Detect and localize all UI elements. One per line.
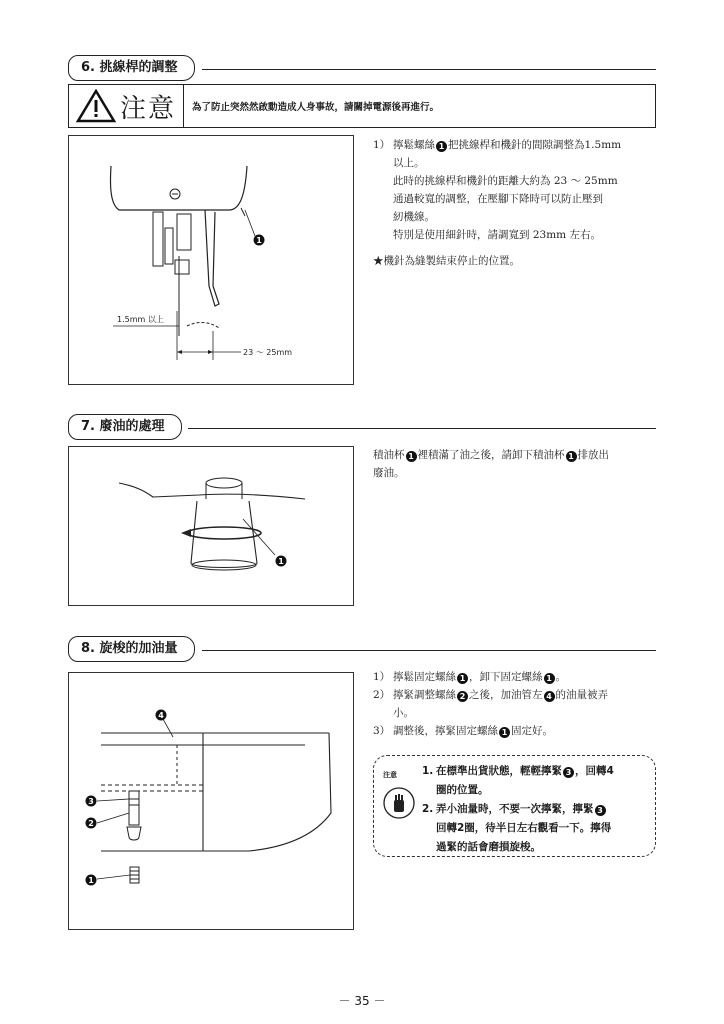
callout-4-label: 4: [158, 711, 164, 720]
thread-take-up-diagram: [69, 136, 353, 384]
callout-3-inline: 3: [563, 767, 574, 778]
step-post: 把挑線桿和機針的間隙調整為1.5mm: [448, 139, 622, 151]
figure-thread-take-up: [68, 135, 354, 385]
callout-1-label: 1: [256, 236, 262, 245]
s7-line-2: 廢油。: [373, 467, 405, 479]
note-line2: 回轉2圈，待半日左右觀看一下。擰得: [436, 822, 612, 834]
oil-cup-diagram: [69, 447, 353, 605]
figure-hook-oil-amount: [68, 672, 354, 930]
callout-1-inline: 1: [406, 451, 417, 462]
hook-oil-diagram: [69, 673, 353, 929]
s8-step-1: [373, 668, 657, 686]
section-7-header: [68, 414, 656, 442]
step-post: 。: [555, 671, 566, 683]
caution-note-text: [422, 762, 650, 857]
s6-star-note: ★機針為縫製結束停止的位置。: [373, 255, 520, 267]
caution-note-box: [373, 755, 656, 857]
step-text: [393, 136, 621, 154]
callout-4-inline: 4: [544, 691, 555, 702]
note-post: ，回轉4: [575, 765, 614, 777]
step-pre: 擰鬆螺絲: [393, 139, 435, 151]
step-mid: ，卸下固定螺絲: [469, 671, 543, 683]
s6-paragraph-3: 紉機線。: [393, 211, 435, 223]
section-7-title: 7. 廢油的處理: [68, 414, 182, 440]
step-number: 1）: [373, 139, 391, 151]
s6-paragraph-2: 通過較寬的調整，在壓腳下降時可以防止壓到: [393, 193, 603, 205]
step-post: 固定好。: [511, 725, 553, 737]
step-pre: 擰鬆固定螺絲: [393, 671, 456, 683]
caution-icon-label: 注意: [383, 771, 397, 779]
s8-step-3: [373, 722, 657, 740]
section-6-rule: [202, 69, 656, 70]
text-mid: 裡積滿了油之後，請卸下積油杯: [417, 449, 565, 461]
caution-banner: [68, 84, 656, 128]
note-item-1: [422, 762, 650, 800]
s6-paragraph-1: 此時的挑線桿和機針的距離大約為 23 ～ 25mm: [393, 175, 618, 187]
callout-1-label: 1: [278, 557, 284, 566]
section-8-rule: [202, 650, 656, 651]
callout-1-inline: 1: [457, 673, 468, 684]
step-number: 1）: [373, 671, 391, 683]
step-number: 3）: [373, 725, 391, 737]
callout-1-inline: 1: [499, 727, 510, 738]
text-post: 排放出: [577, 449, 609, 461]
step-text: [393, 722, 553, 740]
figure-oil-cup: [68, 446, 354, 606]
s6-paragraph-4: 特別是使用細針時，請調寬到 23mm 左右。: [393, 229, 601, 241]
callout-1-inline: 1: [436, 141, 447, 152]
step-mid: 之後，加油管左: [469, 689, 543, 701]
callout-1-label: 1: [88, 876, 94, 885]
s7-line-1: [373, 446, 657, 464]
note-item-2: [422, 800, 650, 857]
callout-1-inline: 1: [544, 673, 555, 684]
callout-1-inline: 1: [566, 451, 577, 462]
note-item-text: [436, 762, 614, 800]
callout-2-label: 2: [88, 819, 94, 828]
section-7-rule: [188, 428, 656, 429]
text-pre: 積油杯: [373, 449, 405, 461]
caution-hand-icon: [382, 786, 416, 820]
note-number: 2.: [422, 803, 434, 815]
step-text: [393, 686, 608, 704]
caution-text: 為了防止突然然啟動造成人身事故，請關掉電源後再進行。: [192, 102, 440, 113]
section-6-header: [68, 55, 656, 83]
step-text: [393, 668, 566, 686]
section-6-title: 6. 挑線桿的調整: [68, 55, 195, 81]
callout-3-label: 3: [88, 797, 94, 806]
callout-2-inline: 2: [457, 691, 468, 702]
section-7-text: [373, 446, 657, 482]
step-pre: 擰緊調整螺絲: [393, 689, 456, 701]
s6-step-1: [373, 136, 657, 154]
caution-label: [69, 85, 184, 127]
note-line2: 圈的位置。: [436, 784, 489, 796]
note-line3: 過緊的話會磨損旋梭。: [436, 841, 541, 853]
section-6-text: [373, 136, 657, 270]
page-number: － 35 －: [338, 994, 386, 1008]
note-item-text: [436, 800, 611, 857]
s8-step-2-continued: 小。: [393, 707, 414, 719]
gap-dimension-label: 1.5mm 以上: [117, 315, 164, 324]
note-pre: 在標準出貨狀態，輕輕擰緊: [436, 765, 562, 777]
caution-word: 注意: [119, 93, 176, 124]
callout-3-inline: 3: [595, 805, 606, 816]
s6-step-1-continued: 以上。: [393, 157, 425, 169]
step-post: 的油量被弄: [555, 689, 608, 701]
s8-step-2: [373, 686, 657, 704]
section-8-title: 8. 旋梭的加油量: [68, 636, 195, 662]
step-pre: 調整後，擰緊固定螺絲: [393, 725, 498, 737]
note-pre: 弄小油量時，不要一次擰緊，擰緊: [436, 803, 594, 815]
note-number: 1.: [422, 765, 434, 777]
step-number: 2）: [373, 689, 391, 701]
warning-triangle-icon: [76, 89, 116, 123]
distance-dimension-label: 23 ～ 25mm: [243, 348, 293, 357]
section-8-header: [68, 636, 656, 664]
section-8-text: [373, 668, 657, 740]
